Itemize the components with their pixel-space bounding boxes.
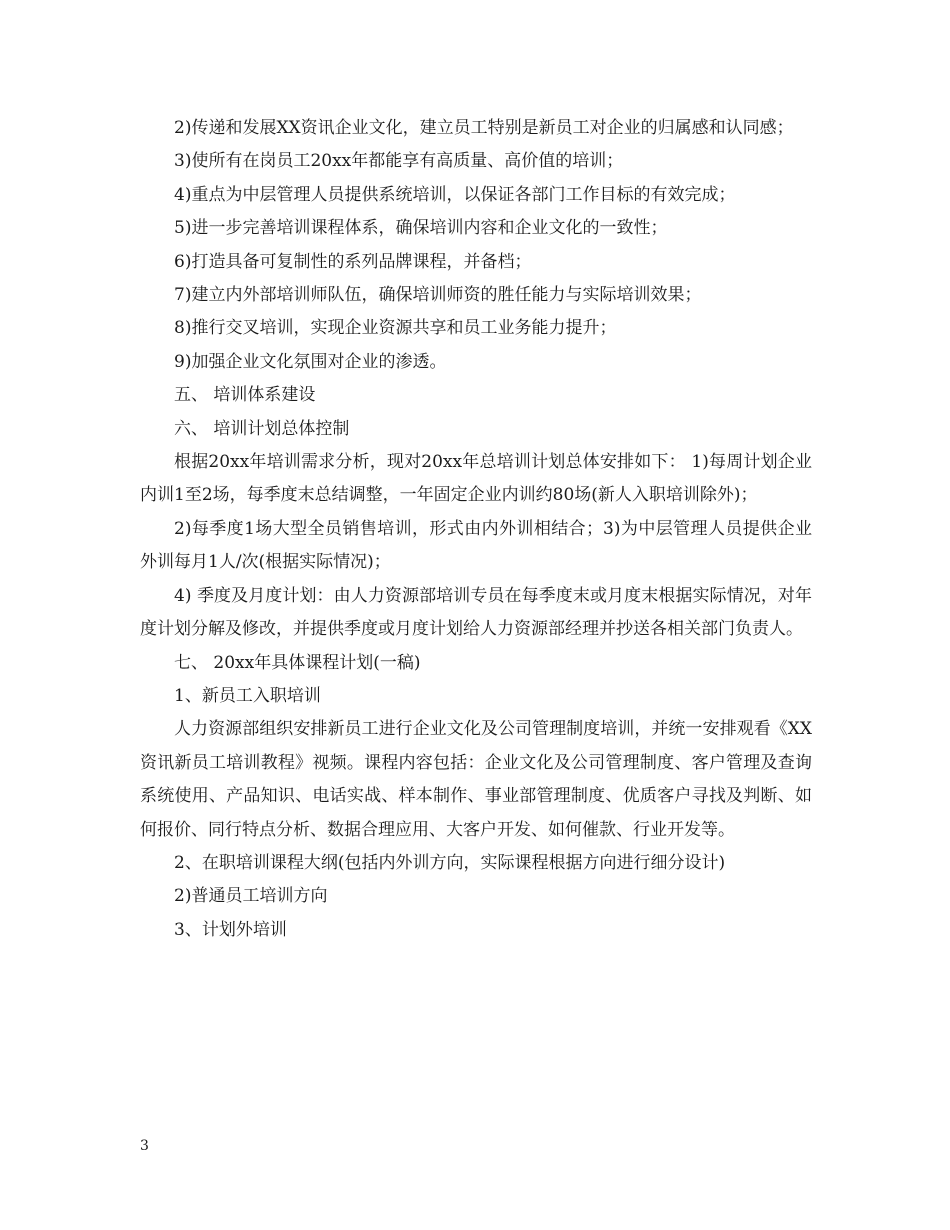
page-number: 3 [140, 1138, 149, 1154]
subheading-onjob-training: 2、在职培训课程大纲(包括内外训方向，实际课程根据方向进行细分设计) [174, 852, 726, 873]
paragraph-goal-4: 4)重点为中层管理人员提供系统培训，以保证各部门工作目标的有效完成； [174, 184, 736, 205]
subheading-new-employee-training: 1、新员工入职培训 [174, 685, 321, 706]
paragraph-new-employee-training: 人力资源部组织安排新员工进行企业文化及公司管理制度培训，并统一安排观看《XX资讯新员工培训教程》视频。课程内容包括：企业文化及公司管理制度、客户管理及查询系统使用、产品知识、电话实战、样本制作、事业部管理制度、优质客户寻找及判断、如何报价、同行特点分析、数据合理应用、大客户开发、如何催款、行业开发等。 [140, 719, 812, 840]
section-heading-5: 五、 培训体系建设 [174, 385, 316, 406]
paragraph-overall-plan: 根据20xx年培训需求分析，现对20xx年总培训计划总体安排如下： 1)每周计划企业内训1至2场，每季度末总结调整，一年固定企业内训约80场(新人入职培训除外)； [140, 452, 812, 506]
section-heading-6: 六、 培训计划总体控制 [174, 418, 350, 439]
paragraph-goal-8: 8)推行交叉培训，实现企业资源共享和员工业务能力提升； [174, 318, 617, 339]
paragraph-quarterly-training: 2)每季度1场大型全员销售培训，形式由内外训相结合；3)为中层管理人员提供企业外训每月1人/次(根据实际情况)； [140, 518, 812, 573]
subheading-regular-staff-direction: 2)普通员工培训方向 [174, 886, 328, 907]
section-heading-7: 七、 20xx年具体课程计划(一稿) [174, 652, 421, 673]
document-body [140, 112, 812, 947]
paragraph-quarterly-monthly-plan: 4) 季度及月度计划：由人力资源部培训专员在每季度末或月度末根据实际情况，对年度计划分解及修改，并提供季度或月度计划给人力资源部经理并抄送各相关部门负责人。 [140, 585, 812, 640]
paragraph-goal-7: 7)建立内外部培训师队伍，确保培训师资的胜任能力与实际培训效果； [174, 285, 702, 306]
paragraph-goal-9: 9)加强企业文化氛围对企业的渗透。 [174, 351, 447, 372]
paragraph-goal-3: 3)使所有在岗员工20xx年都能享有高质量、高价值的培训； [174, 151, 624, 172]
paragraph-goal-5: 5)进一步完善培训课程体系，确保培训内容和企业文化的一致性； [174, 218, 668, 239]
subheading-unplanned-training: 3、计划外培训 [174, 919, 287, 940]
paragraph-goal-2: 2)传递和发展XX资讯企业文化，建立员工特别是新员工对企业的归属感和认同感； [174, 118, 794, 138]
paragraph-goal-6: 6)打造具备可复制性的系列品牌课程，并备档； [174, 251, 532, 272]
